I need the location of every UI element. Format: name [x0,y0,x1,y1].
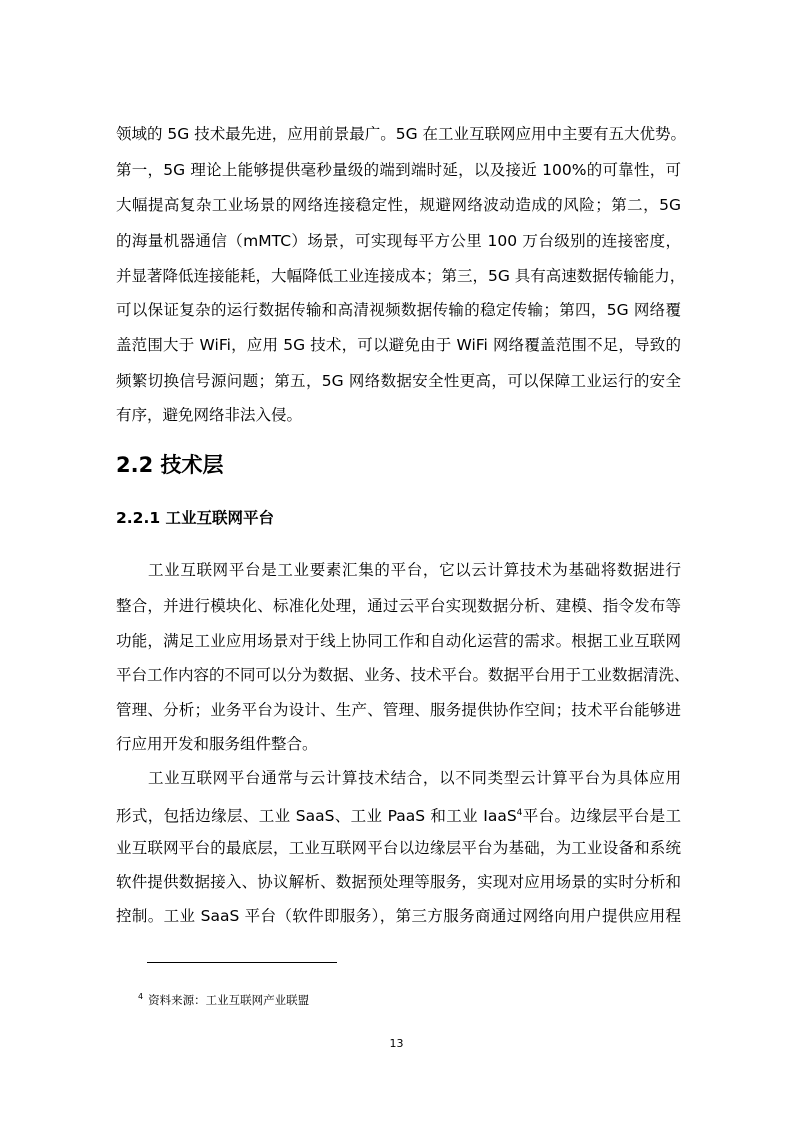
text-line: 可以保证复杂的运行数据传输和高清视频数据传输的稳定传输；第四，5G 网络覆 [116,301,681,319]
text-line: 工业互联网平台通常与云计算技术结合，以不同类型云计算平台为具体应用 [148,769,681,787]
text-line [116,803,681,826]
page-number: 13 [389,1037,404,1050]
text-line: 的海量机器通信（mMTC）场景，可实现每平方公里 100 万台级别的连接密度， [116,232,681,250]
footnote-text: 资料来源：工业互联网产业联盟 [148,992,310,1007]
text-line: 业互联网平台的最底层，工业互联网平台以边缘层平台为基础，为工业设备和系统 [116,839,681,857]
text-line: 功能，满足工业应用场景对于线上协同工作和自动化运营的需求。根据工业互联网 [116,632,681,650]
footnote-marker: 4 [138,992,144,1001]
section-heading: 2.2 技术层 [116,453,224,477]
text-line: 并显著降低连接能耗，大幅降低工业连接成本；第三，5G 具有高速数据传输能力， [116,267,686,285]
text-line: 行应用开发和服务组件整合。 [116,735,318,753]
text-line: 控制。工业 SaaS 平台（软件即服务），第三方服务商通过网络向用户提供应用程 [116,907,681,925]
text-line: 盖范围大于 WiFi，应用 5G 技术，可以避免由于 WiFi 网络覆盖范围不足，导致的 [116,336,681,354]
text-line: 第一，5G 理论上能够提供毫秒量级的端到端时延，以及接近 100%的可靠性，可 [116,161,681,179]
text-line: 管理、分析；业务平台为设计、生产、管理、服务提供协作空间；技术平台能够进 [116,701,681,719]
text-line: 频繁切换信号源问题；第五，5G 网络数据安全性更高，可以保障工业运行的安全 [116,372,681,390]
text-line: 工业互联网平台是工业要素汇集的平台，它以云计算技术为基础将数据进行 [148,561,681,579]
text-line: 平台工作内容的不同可以分为数据、业务、技术平台。数据平台用于工业数据清洗、 [116,666,690,684]
text-segment: 形式，包括边缘层、工业 SaaS、工业 PaaS 和工业 IaaS [116,807,517,826]
text-segment: 平台。边缘层平台是工 [522,807,681,826]
text-line: 软件提供数据接入、协议解析、数据预处理等服务，实现对应用场景的实时分析和 [116,873,681,891]
text-line: 整合，并进行模块化、标准化处理，通过云平台实现数据分析、建模、指令发布等 [116,597,681,615]
footnote-ref: 4 [516,808,523,818]
text-line: 大幅提高复杂工业场景的网络连接稳定性，规避网络波动造成的风险；第二，5G [116,196,681,214]
footnote [138,989,309,1008]
text-line: 领域的 5G 技术最先进，应用前景最广。5G 在工业互联网应用中主要有五大优势。 [116,125,687,143]
text-line: 有序，避免网络非法入侵。 [116,406,303,424]
footnote-divider [147,962,337,963]
subsection-heading: 2.2.1 工业互联网平台 [116,509,275,527]
